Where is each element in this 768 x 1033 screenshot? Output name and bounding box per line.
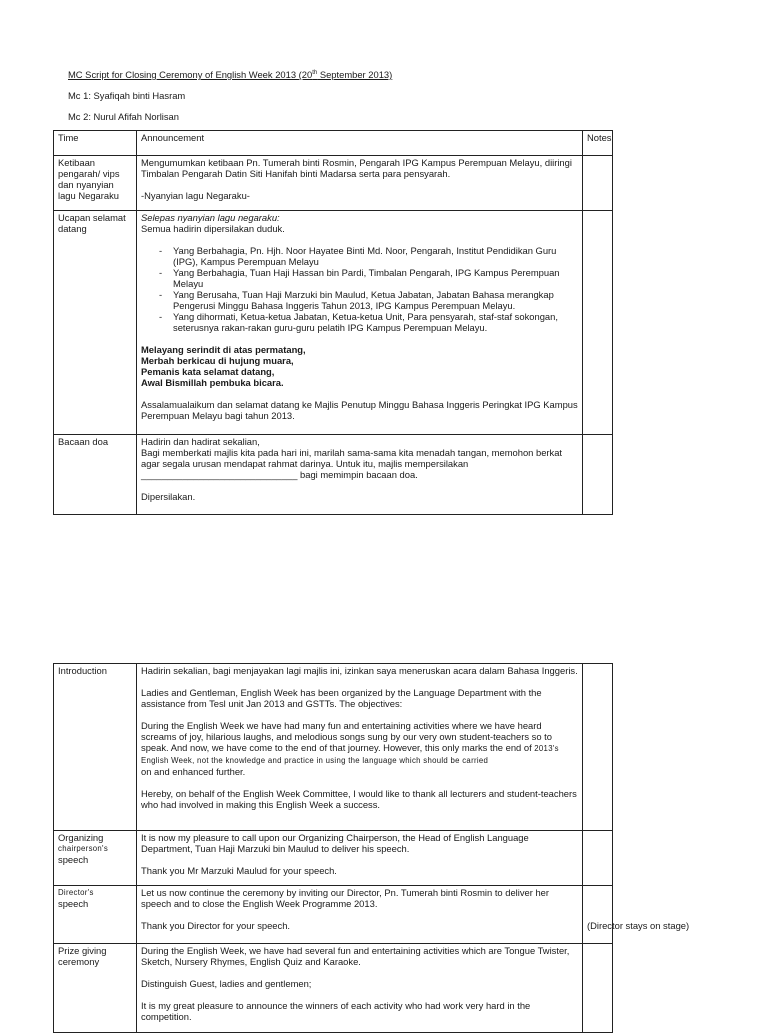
time-line: speech bbox=[58, 854, 89, 865]
announcement-paragraph: Hereby, on behalf of the English Week Committee, I would like to thank all lecturers and student-teachers who had involved in making this English Week a success. bbox=[141, 788, 577, 810]
pantun-line: Awal Bismillah pembuka bicara. bbox=[141, 377, 284, 388]
script-table-page1 bbox=[53, 130, 613, 515]
announcement-cell bbox=[137, 944, 583, 1033]
list-item: - Yang Berusaha, Tuan Haji Marzuki bin Maulud, Ketua Jabatan, Jabatan Bahasa merangkap Pengerusi Minggu Bahasa Inggeris Tahun 2013, IPG Kampus Perempuan Melayu. bbox=[141, 289, 578, 311]
header-announcement: Announcement bbox=[137, 131, 583, 156]
announcement-paragraph: Thank you Director for your speech. bbox=[141, 920, 291, 931]
announcement-cell bbox=[137, 831, 583, 886]
list-item: - Yang Berbahagia, Tuan Haji Hassan bin Pardi, Timbalan Pengarah, IPG Kampus Perempuan Melayu bbox=[141, 267, 578, 289]
notes-cell bbox=[583, 156, 613, 211]
pantun-line: Merbah berkicau di hujung muara, bbox=[141, 355, 294, 366]
notes-cell bbox=[583, 664, 613, 831]
time-line: Organizing bbox=[58, 832, 104, 843]
announcement-paragraph: During the English Week, we have had several fun and entertaining activities which are Tongue Twister, Sketch, Nursery Rhymes, English Quiz and Karaoke. bbox=[141, 945, 570, 967]
notes-cell bbox=[583, 435, 613, 515]
announcement-paragraph: Bagi memberkati majlis kita pada hari ini, marilah sama-sama kita menadah tangan, memohon berkat agar segala urusan mendapat rahmat darinya. Untuk itu, majlis mempersilakan ______________________________ bagi memimpin bacaan doa. bbox=[141, 447, 563, 480]
announcement-paragraph bbox=[141, 720, 578, 777]
time-line: chairperson's bbox=[58, 844, 109, 853]
announcement-cell bbox=[137, 886, 583, 944]
announcement-paragraph: Ladies and Gentleman, English Week has been organized by the Language Department with the assistance from Tesl unit Jan 2013 and GSTTs. The objectives: bbox=[141, 687, 542, 709]
director-note: (Director stays on stage) bbox=[587, 920, 690, 931]
dignitary-list bbox=[141, 245, 578, 333]
header-notes: Notes bbox=[583, 131, 613, 156]
time-cell: Introduction bbox=[54, 664, 137, 831]
list-item: - Yang dihormati, Ketua-ketua Jabatan, Ketua-ketua Unit, Para pensyarah, staf-staf sokongan, seterusnya rakan-rakan guru-guru pelatih IPG Kampus Perempuan Melayu. bbox=[141, 311, 578, 333]
announcement-paragraph: Hadirin sekalian, bagi menjayakan lagi majlis ini, izinkan saya meneruskan acara dalam Bahasa Inggeris. bbox=[141, 665, 578, 676]
time-line: Director's bbox=[58, 888, 94, 897]
script-table-page2 bbox=[53, 663, 690, 1033]
time-cell: Bacaan doa bbox=[54, 435, 137, 515]
table-header-row bbox=[54, 131, 613, 156]
announcement-paragraph: -Nyanyian lagu Negaraku- bbox=[141, 190, 250, 201]
announcement-paragraph: Thank you Mr Marzuki Maulud for your speech. bbox=[141, 865, 337, 876]
time-cell: Prize giving ceremony bbox=[54, 944, 137, 1033]
time-line: speech bbox=[58, 898, 89, 909]
time-cell: Ketibaan pengarah/ vips dan nyanyian lagu Negaraku bbox=[54, 156, 137, 211]
pantun-line: Pemanis kata selamat datang, bbox=[141, 366, 275, 377]
mc1-line: Mc 1: Syafiqah binti Hasram bbox=[68, 90, 186, 101]
table-row-director bbox=[54, 886, 613, 944]
announcement-paragraph: Mengumumkan ketibaan Pn. Tumerah binti Rosmin, Pengarah IPG Kampus Perempuan Melayu, diiringi Timbalan Pengarah Datin Siti Hanifah binti Madarsa serta para pensyarah. bbox=[141, 157, 572, 179]
announcement-paragraph: Dipersilakan. bbox=[141, 491, 196, 502]
announcement-paragraph: Hadirin dan hadirat sekalian, bbox=[141, 436, 260, 447]
announcement-paragraph: Assalamualaikum dan selamat datang ke Majlis Penutup Minggu Bahasa Inggeris Peringkat IPG Kampus Perempuan Melayu bagi tahun 2013. bbox=[141, 399, 578, 421]
paragraph-text-small: 2013's English Week, not the knowledge and practice in using the language which should be carried bbox=[141, 744, 559, 765]
announcement-cell bbox=[137, 664, 583, 831]
announcement-paragraph: Let us now continue the ceremony by inviting our Director, Pn. Tumerah binti Rosmin to deliver her speech and to close the English Week Programme 2013. bbox=[141, 887, 550, 909]
announcement-cell bbox=[137, 435, 583, 515]
header-time: Time bbox=[54, 131, 137, 156]
notes-cell bbox=[583, 944, 613, 1033]
paragraph-text: on and enhanced further. bbox=[141, 766, 246, 777]
table-row-prayer bbox=[54, 435, 613, 515]
announcement-paragraph: Semua hadirin dipersilakan duduk. bbox=[141, 223, 285, 234]
time-cell bbox=[54, 886, 137, 944]
document-title bbox=[68, 69, 392, 80]
table-row-arrival bbox=[54, 156, 613, 211]
title-text: MC Script for Closing Ceremony of English Week 2013 (20 bbox=[68, 69, 313, 80]
notes-cell bbox=[583, 886, 690, 944]
table-row-chairperson bbox=[54, 831, 613, 886]
announcement-cell bbox=[137, 156, 583, 211]
table-row-introduction bbox=[54, 664, 613, 831]
time-cell: Ucapan selamat datang bbox=[54, 211, 137, 435]
announcement-paragraph: It is now my pleasure to call upon our Organizing Chairperson, the Head of English Language Department, Tuan Haji Marzuki bin Maulud to deliver his speech. bbox=[141, 832, 529, 854]
announcement-cell bbox=[137, 211, 583, 435]
list-item: - Yang Berbahagia, Pn. Hjh. Noor Hayatee Binti Md. Noor, Pengarah, Institut Pendidikan Guru (IPG), Kampus Perempuan Melayu bbox=[141, 245, 578, 267]
mc2-line: Mc 2: Nurul Afifah Norlisan bbox=[68, 111, 179, 122]
time-cell bbox=[54, 831, 137, 886]
table-row-welcome bbox=[54, 211, 613, 435]
notes-cell bbox=[583, 831, 613, 886]
announcement-paragraph: Distinguish Guest, ladies and gentlemen; bbox=[141, 978, 312, 989]
announcement-paragraph: It is my great pleasure to announce the winners of each activity who had work very hard in the competition. bbox=[141, 1000, 531, 1022]
pantun-line: Melayang serindit di atas permatang, bbox=[141, 344, 306, 355]
title-text-end: September 2013) bbox=[317, 69, 393, 80]
table-row-prize bbox=[54, 944, 613, 1033]
italic-instruction: Selepas nyanyian lagu negaraku: bbox=[141, 212, 280, 223]
notes-cell bbox=[583, 211, 613, 435]
paragraph-text: During the English Week we have had many fun and entertaining activities where we have heard screams of joy, hilarious laughs, and melodious songs sung by our very own student-teachers so to speak. And now, we have come to the end of that journey. However, this only marks the end of bbox=[141, 720, 552, 753]
title-superscript: th bbox=[312, 69, 318, 76]
